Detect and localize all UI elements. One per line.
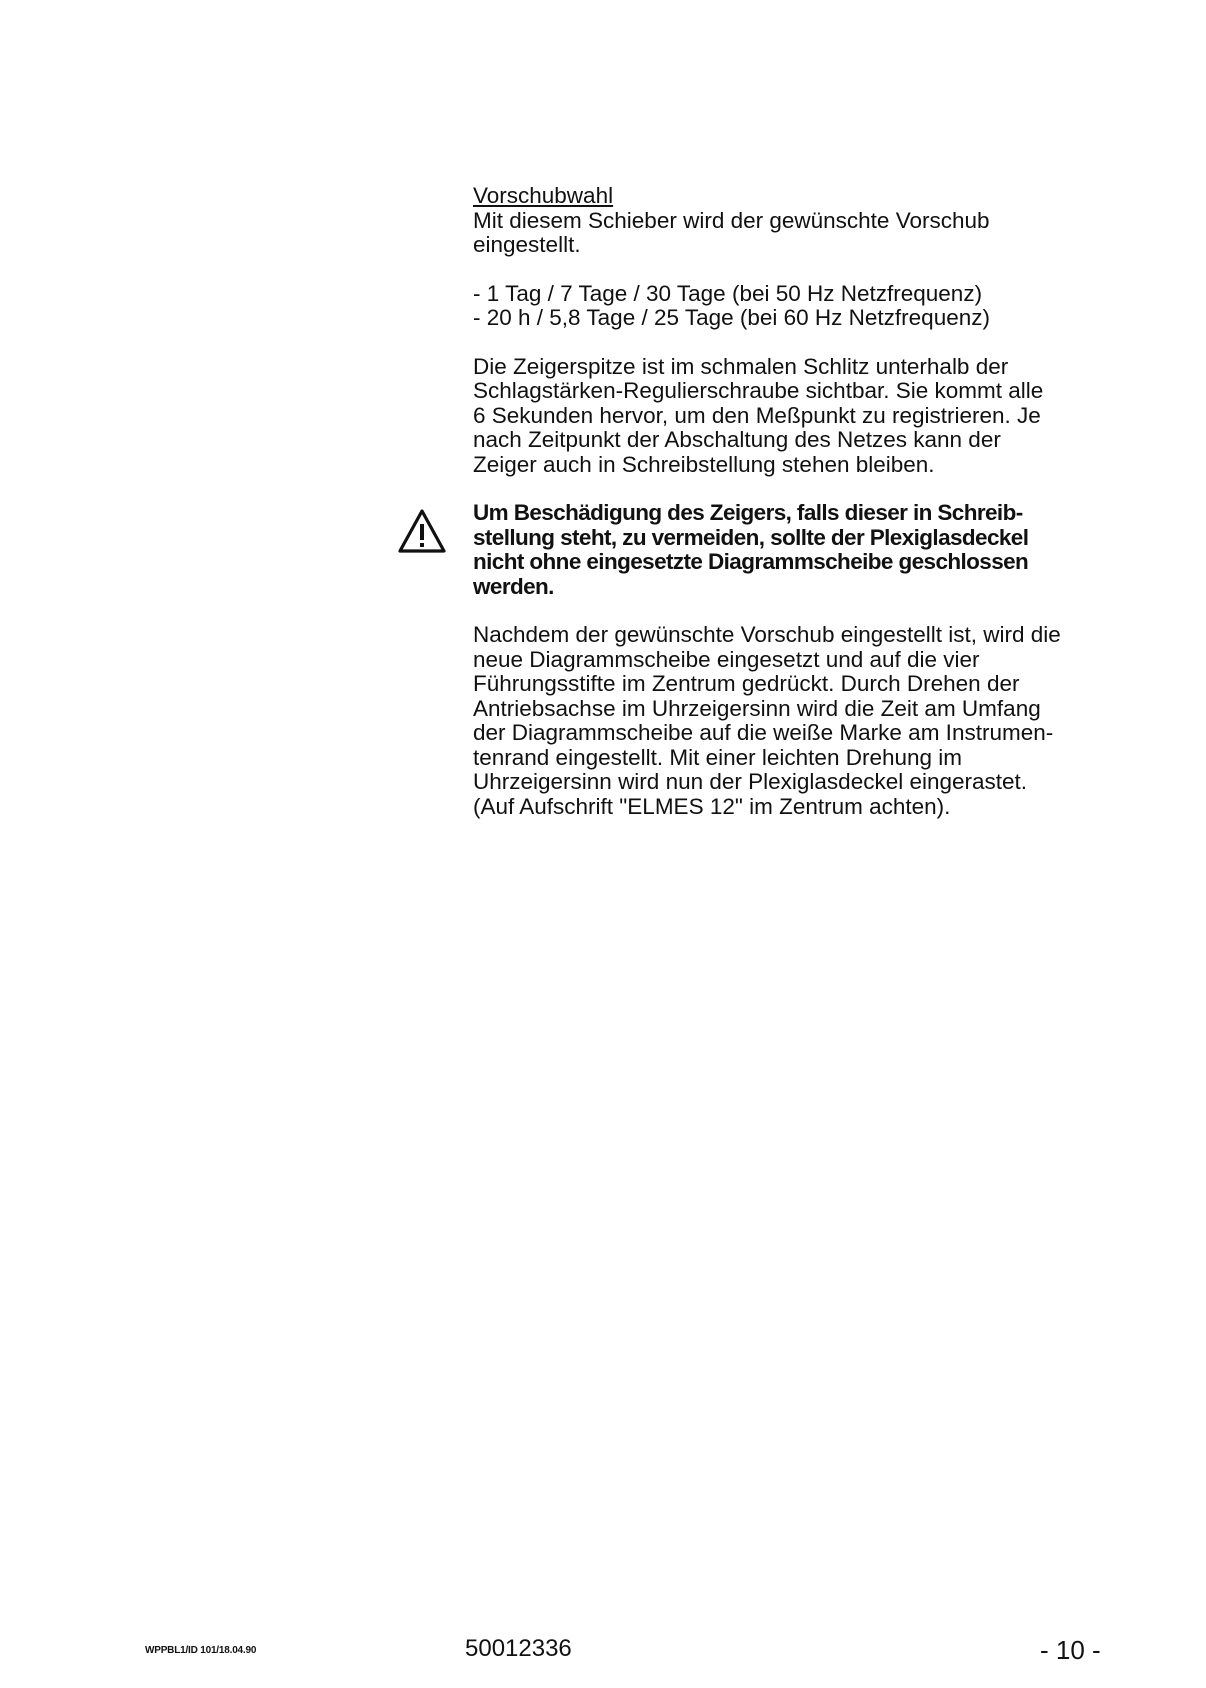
section-heading: Vorschubwahl bbox=[473, 183, 614, 208]
manual-section bbox=[473, 184, 1123, 819]
final-paragraph bbox=[473, 623, 1123, 819]
warning-text bbox=[473, 501, 1123, 599]
text-line: tenrand eingestellt. Mit einer leichten Drehung im bbox=[473, 744, 963, 770]
feed-option: - 20 h / 5,8 Tage / 25 Tage (bei 60 Hz Netzfrequenz) bbox=[473, 305, 990, 330]
pointer-paragraph bbox=[473, 355, 1123, 478]
text-line: Die Zeigerspitze ist im schmalen Schlitz unterhalb der bbox=[473, 353, 1009, 379]
text-line: Führungsstifte im Zentrum gedrückt. Durch Drehen der bbox=[473, 671, 1020, 696]
feed-option: - 1 Tag / 7 Tage / 30 Tage (bei 50 Hz Netzfrequenz) bbox=[473, 280, 983, 306]
feed-options-list bbox=[473, 282, 1123, 331]
text-line: nach Zeitpunkt der Abschaltung des Netzes kann der bbox=[473, 427, 1001, 452]
text-line: stellung steht, zu vermeiden, sollte der Plexiglasdeckel bbox=[473, 524, 1029, 550]
text-line: Um Beschädigung des Zeigers, falls dieser in Schreib- bbox=[473, 500, 1023, 525]
text-line: Zeiger auch in Schreibstellung stehen bleiben. bbox=[473, 451, 935, 477]
text-line: nicht ohne eingesetzte Diagrammscheibe geschlossen bbox=[473, 549, 1029, 574]
text-line: werden. bbox=[473, 573, 554, 599]
warning-notice bbox=[473, 501, 1123, 599]
text-line: Schlagstärken-Regulierschraube sichtbar. Sie kommt alle bbox=[473, 378, 1044, 403]
text-line: der Diagrammscheibe auf die weiße Marke am Instrumen- bbox=[473, 720, 1054, 745]
text-line: Antriebsachse im Uhrzeigersinn wird die Zeit am Umfang bbox=[473, 695, 1041, 721]
text-line: Mit diesem Schieber wird der gewünschte Vorschub bbox=[473, 207, 990, 233]
text-line: Uhrzeigersinn wird nun der Plexiglasdeckel eingerastet. bbox=[473, 769, 1028, 794]
page-number: - 10 - bbox=[1040, 1635, 1101, 1665]
text-line: eingestellt. bbox=[473, 232, 581, 257]
intro-paragraph bbox=[473, 209, 1123, 258]
text-line: Nachdem der gewünschte Vorschub eingestellt ist, wird die bbox=[473, 622, 1061, 647]
document-number: 50012336 bbox=[465, 1635, 572, 1662]
form-code: WPPBL1/ID 101/18.04.90 bbox=[145, 1645, 257, 1656]
text-line: (Auf Aufschrift "ELMES 12" im Zentrum achten). bbox=[473, 793, 951, 819]
text-line: neue Diagrammscheibe eingesetzt und auf die vier bbox=[473, 646, 980, 672]
warning-triangle-icon bbox=[398, 509, 446, 553]
text-line: 6 Sekunden hervor, um den Meßpunkt zu registrieren. Je bbox=[473, 402, 1041, 428]
